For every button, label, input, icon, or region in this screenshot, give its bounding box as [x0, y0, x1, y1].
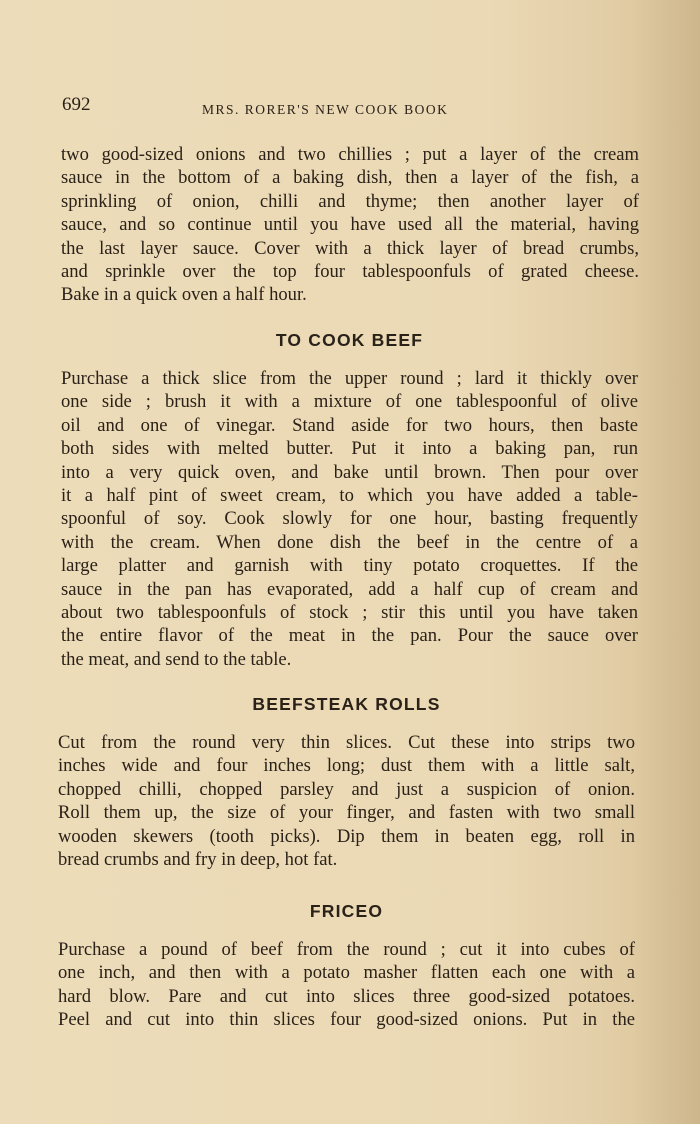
text-line: into a very quick oven, and bake until brown. Then pour over	[61, 461, 638, 483]
text-line: one side ; brush it with a mixture of one tablespoonful of olive	[61, 391, 638, 413]
text-line: Roll them up, the size of your finger, and fasten with two small	[58, 802, 635, 824]
text-line: about two tablespoonfuls of stock ; stir this until you have taken	[61, 602, 638, 623]
text-line: bread crumbs and fry in deep, hot fat.	[58, 849, 338, 870]
text-line: inches wide and four inches long; dust them with a little salt,	[58, 755, 635, 777]
text-line: large platter and garnish with tiny potato croquettes. If the	[61, 555, 638, 577]
text-line: the last layer sauce. Cover with a thick layer of bread crumbs,	[61, 237, 639, 259]
text-line: hard blow. Pare and cut into slices three good-sized potatoes.	[58, 985, 635, 1007]
text-line: wooden skewers (tooth picks). Dip them in beaten egg, roll in	[58, 825, 635, 847]
text-line: it a half pint of sweet cream, to which you have added a table-	[61, 485, 638, 506]
text-line: one inch, and then with a potato masher flatten each one with a	[58, 962, 635, 984]
text-line: sauce in the bottom of a baking dish, then a layer of the fish, a	[61, 167, 639, 189]
text-line: sprinkling of onion, chilli and thyme; then another layer of	[61, 190, 639, 212]
text-line: Purchase a thick slice from the upper round ; lard it thickly over	[61, 368, 638, 389]
text-line: Cut from the round very thin slices. Cut these into strips two	[58, 732, 635, 753]
text-line: the entire flavor of the meat in the pan. Pour the sauce over	[61, 625, 638, 647]
text-line: sauce, and so continue until you have used all the material, having	[61, 214, 639, 236]
section-heading: TO COOK BEEF	[275, 330, 424, 350]
text-line: Peel and cut into thin slices four good-sized onions. Put in the	[58, 1009, 635, 1031]
text-line: sauce in the pan has evaporated, add a half cup of cream and	[61, 578, 638, 600]
page-number: 692	[62, 94, 91, 115]
text-line: the meat, and send to the table.	[61, 648, 292, 670]
section-heading: BEEFSTEAK ROLLS	[252, 694, 441, 714]
text-line: chopped chilli, chopped parsley and just a suspicion of onion.	[58, 778, 635, 800]
text-line: with the cream. When done dish the beef in the centre of a	[61, 531, 638, 553]
text-line: Bake in a quick oven a half hour.	[61, 284, 307, 306]
text-line: Purchase a pound of beef from the round ; cut it into cubes of	[58, 939, 635, 960]
text-line: spoonful of soy. Cook slowly for one hour, basting frequently	[61, 508, 638, 530]
text-line: and sprinkle over the top four tablespoonfuls of grated cheese.	[61, 261, 639, 282]
text-line: both sides with melted butter. Put it into a baking pan, run	[61, 438, 638, 460]
running-head: MRS. RORER'S NEW COOK BOOK	[202, 102, 449, 117]
page-header	[62, 94, 642, 124]
text-line: two good-sized onions and two chillies ; put a layer of the cream	[61, 144, 639, 165]
text-line: oil and one of vinegar. Stand aside for two hours, then baste	[61, 414, 638, 436]
section-heading: FRICEO	[309, 901, 384, 921]
